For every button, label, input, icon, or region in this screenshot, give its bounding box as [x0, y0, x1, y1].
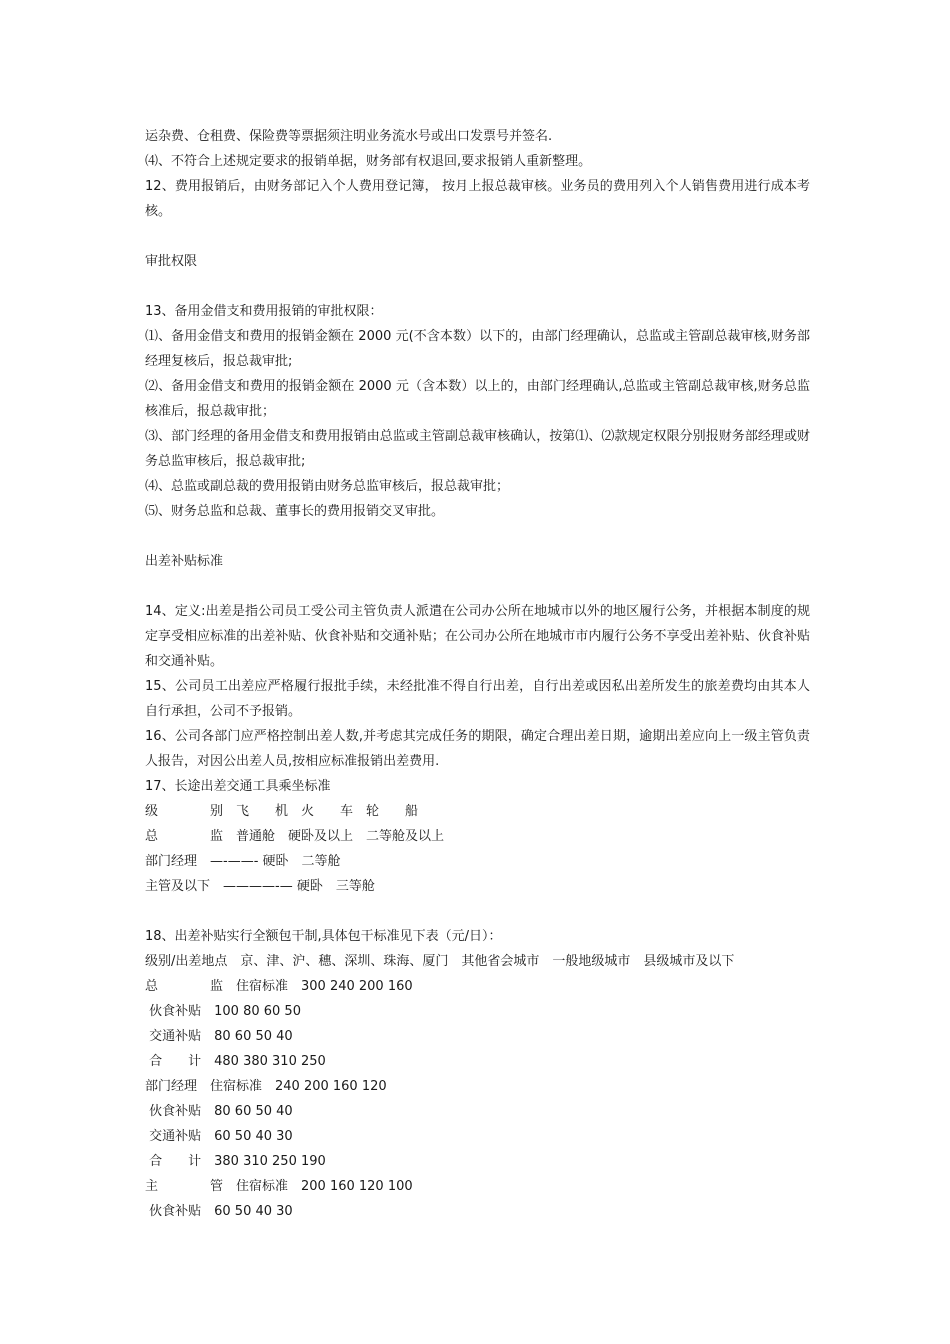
paragraph: 16、公司各部门应严格控制出差人数,并考虑其完成任务的期限，确定合理出差日期，逾期出差应向上一级主管负责人报告，对因公出差人员,按相应标准报销出差费用. — [145, 729, 810, 769]
text-line: 18、出差补贴实行全额包干制,具体包干标准见下表（元/日）： — [145, 929, 502, 944]
paragraph: ⑶、部门经理的备用金借支和费用报销由总监或主管副总裁审核确认，按第⑴、⑵款规定权限分别报财务部经理或财务总监审核后，报总裁审批; — [145, 429, 810, 469]
text-line: 级别/出差地点 京、津、沪、穗、深圳、珠海、厦门 其他省会城市 一般地级城市 县级城市及以下 — [145, 954, 735, 969]
text-line: 合 计 480 380 310 250 — [145, 1054, 326, 1069]
text-line: 总 监 住宿标准 300 240 200 160 — [145, 979, 413, 994]
blank-line — [145, 524, 810, 549]
paragraph: ⑴、备用金借支和费用的报销金额在 2000 元(不含本数）以下的，由部门经理确认，总监或主管副总裁审核,财务部经理复核后，报总裁审批; — [145, 329, 810, 369]
text-line: 运杂费、仓租费、保险费等票据须注明业务流水号或出口发票号并签名. — [145, 129, 553, 144]
blank-line — [145, 224, 810, 249]
text-line: 伙食补贴 80 60 50 40 — [145, 1104, 293, 1119]
text-line: 审批权限 — [145, 254, 198, 269]
paragraph: 14、定义:出差是指公司员工受公司主管负责人派遣在公司办公所在地城市以外的地区履行公务，并根据本制度的规定享受相应标准的出差补贴、伙食补贴和交通补贴；在公司办公所在地城市市内履行公务不享受出差补贴、伙食补贴和交通补贴。 — [145, 604, 810, 669]
text-line: 出差补贴标准 — [145, 554, 224, 569]
text-line: 交通补贴 60 50 40 30 — [145, 1129, 293, 1144]
text-line: 部门经理 —-——- 硬卧 二等舱 — [145, 854, 341, 869]
text-line: 总 监 普通舱 硬卧及以上 二等舱及以上 — [145, 829, 445, 844]
text-line: 部门经理 住宿标准 240 200 160 120 — [145, 1079, 387, 1094]
text-line: 合 计 380 310 250 190 — [145, 1154, 326, 1169]
text-line: 13、备用金借支和费用报销的审批权限： — [145, 304, 383, 319]
text-line: 级 别 飞 机 火 车 轮 船 — [145, 804, 419, 819]
document-page — [145, 124, 810, 1224]
text-line: ⑷、不符合上述规定要求的报销单据，财务部有权退回,要求报销人重新整理。 — [145, 154, 592, 169]
text-line: 伙食补贴 100 80 60 50 — [145, 1004, 301, 1019]
paragraph: 15、公司员工出差应严格履行报批手续，未经批准不得自行出差，自行出差或因私出差所发生的旅差费均由其本人自行承担，公司不予报销。 — [145, 679, 810, 719]
text-line: 17、长途出差交通工具乘坐标准 — [145, 779, 331, 794]
paragraph: 12、费用报销后，由财务部记入个人费用登记簿， 按月上报总裁审核。业务员的费用列入个人销售费用进行成本考核。 — [145, 179, 810, 219]
text-line: ⑷、总监或副总裁的费用报销由财务总监审核后，报总裁审批； — [145, 479, 510, 494]
text-line: ⑸、财务总监和总裁、董事长的费用报销交叉审批。 — [145, 504, 445, 519]
text-line: 主管及以下 ————-— 硬卧 三等舱 — [145, 879, 375, 894]
text-line: 主 管 住宿标准 200 160 120 100 — [145, 1179, 413, 1194]
text-line: 伙食补贴 60 50 40 30 — [145, 1204, 293, 1219]
blank-line — [145, 574, 810, 599]
blank-line — [145, 899, 810, 924]
paragraph: ⑵、备用金借支和费用的报销金额在 2000 元（含本数）以上的，由部门经理确认,总监或主管副总裁审核,财务总监核准后，报总裁审批； — [145, 379, 810, 419]
blank-line — [145, 274, 810, 299]
text-line: 交通补贴 80 60 50 40 — [145, 1029, 293, 1044]
